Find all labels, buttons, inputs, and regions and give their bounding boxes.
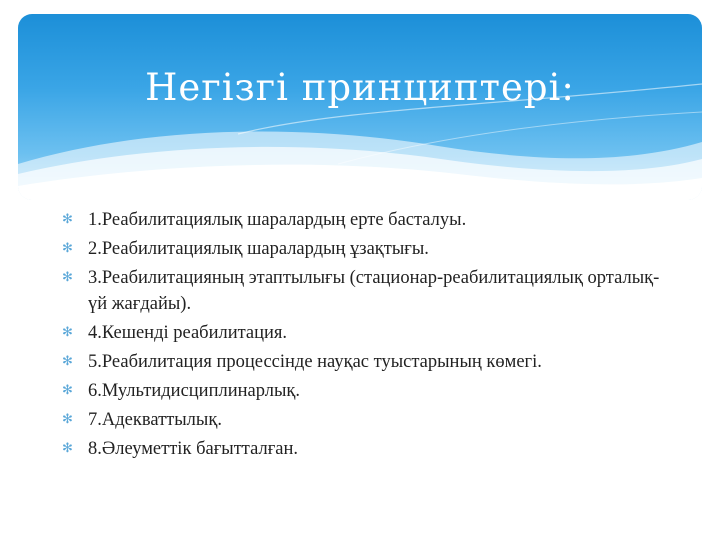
asterisk-icon: ✻ — [62, 354, 73, 369]
list-item-text: 5.Реабилитация процессінде науқас туыстарының көмегі. — [88, 352, 542, 372]
list-item-text: 1.Реабилитациялық шаралардың ерте басталуы. — [88, 210, 467, 230]
list-item-text: 8.Әлеуметтік бағытталған. — [88, 439, 299, 459]
list-item-text: 6.Мультидисциплинарлық. — [88, 381, 301, 401]
list-item — [62, 407, 662, 433]
asterisk-icon: ✻ — [62, 383, 73, 398]
asterisk-icon: ✻ — [62, 241, 73, 256]
asterisk-icon: ✻ — [62, 212, 73, 227]
list-item-text: 3.Реабилитацияның этаптылығы (стационар-реабилитациялық орталық-үй жағдайы). — [88, 268, 660, 314]
asterisk-icon: ✻ — [62, 325, 73, 340]
list-item — [62, 378, 662, 404]
list-item — [62, 349, 662, 375]
list-item-text: 4.Кешенді реабилитация. — [88, 323, 288, 343]
list-item — [62, 207, 662, 233]
asterisk-icon: ✻ — [62, 441, 73, 456]
list-item — [62, 265, 662, 317]
list-item — [62, 236, 662, 262]
list-item — [62, 436, 662, 462]
list-item — [62, 320, 662, 346]
slide-title: Негізгі принциптері: — [145, 66, 575, 109]
list-item-text: 7.Адекваттылық. — [88, 410, 222, 430]
principles-list — [62, 207, 662, 465]
list-item-text: 2.Реабилитациялық шаралардың ұзақтығы. — [88, 239, 429, 259]
asterisk-icon: ✻ — [62, 412, 73, 427]
title-banner — [18, 14, 702, 200]
asterisk-icon: ✻ — [62, 270, 73, 285]
